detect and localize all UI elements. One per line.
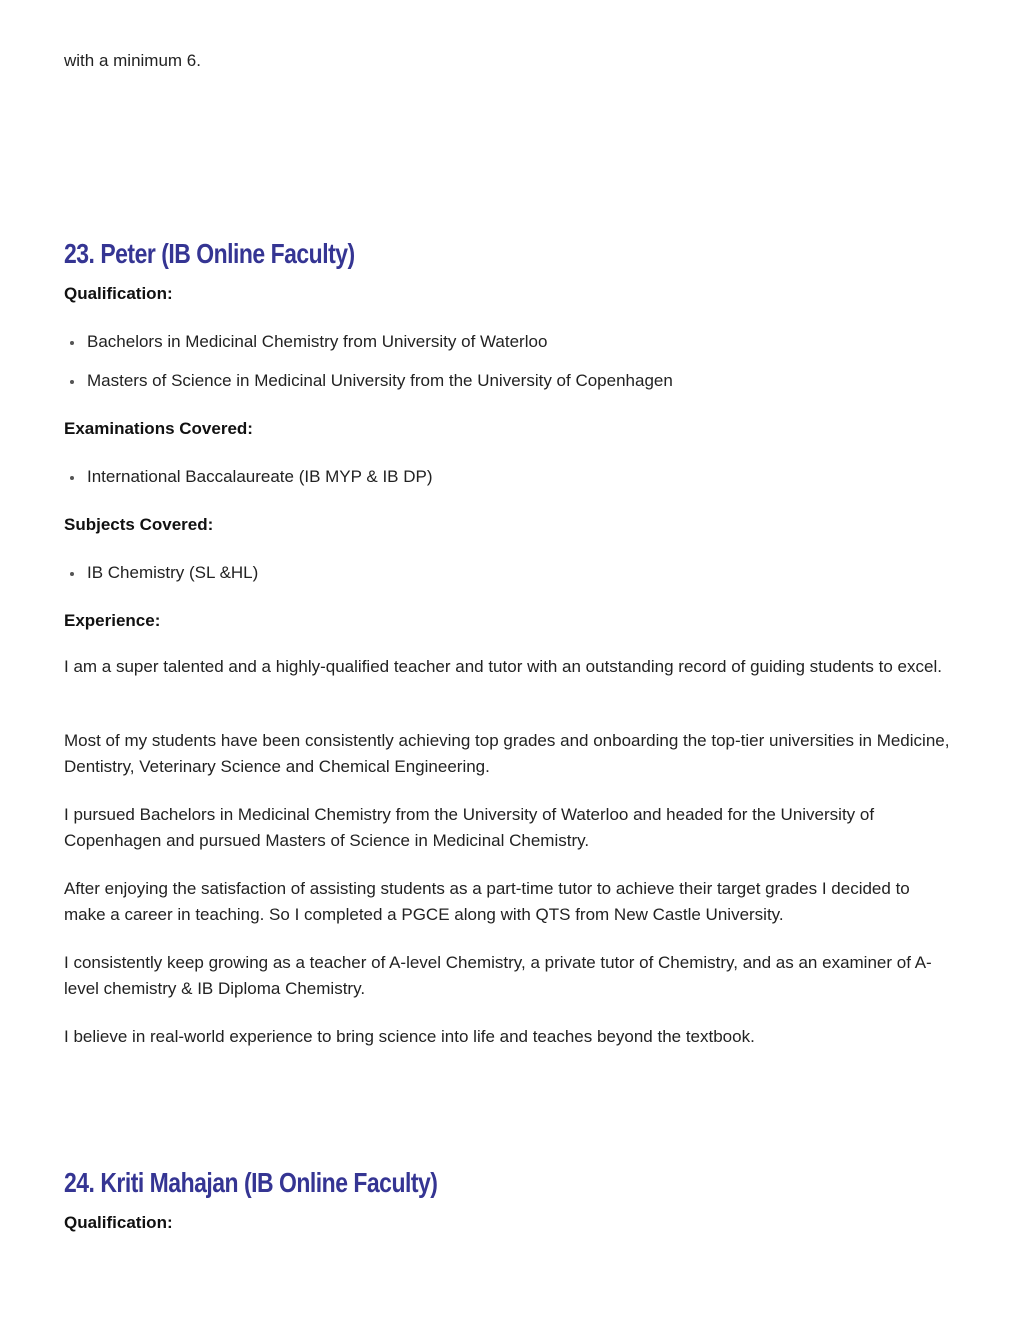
experience-paragraph: After enjoying the satisfaction of assisting students as a part-time tutor to achieve their target grades I decided to make a career in teaching. So I completed a PGCE along with QTS from New Castle University. — [64, 879, 910, 924]
bullet-icon — [70, 380, 74, 384]
list-item — [64, 466, 954, 488]
faculty-23-subjects-label: Subjects Covered: — [64, 515, 214, 534]
list-item — [64, 562, 954, 584]
faculty-23-examinations-label: Examinations Covered: — [64, 419, 253, 438]
faculty-23-qualification-list — [64, 331, 954, 409]
experience-paragraph: I consistently keep growing as a teacher of A-level Chemistry, a private tutor of Chemistry, and as an examiner of A-level chemistry & IB Diploma Chemistry. — [64, 953, 932, 998]
faculty-23-heading: 23. Peter (IB Online Faculty) — [64, 238, 355, 269]
bullet-icon — [70, 341, 74, 345]
bullet-icon — [70, 476, 74, 480]
list-item-text: Masters of Science in Medicinal University from the University of Copenhagen — [87, 371, 673, 390]
list-item-text: IB Chemistry (SL &HL) — [87, 563, 259, 582]
faculty-23-experience-label: Experience: — [64, 611, 161, 630]
list-item — [64, 331, 954, 353]
bullet-icon — [70, 572, 74, 576]
faculty-23-qualification-label: Qualification: — [64, 284, 173, 303]
experience-paragraph: I believe in real-world experience to bring science into life and teaches beyond the textbook. — [64, 1027, 755, 1046]
list-item — [64, 370, 954, 392]
intro-text: with a minimum 6. — [64, 51, 201, 70]
faculty-24-heading: 24. Kriti Mahajan (IB Online Faculty) — [64, 1167, 438, 1198]
faculty-23-subjects-list — [64, 562, 954, 601]
experience-paragraph: I pursued Bachelors in Medicinal Chemistry from the University of Waterloo and headed for the University of Copenhagen and pursued Masters of Science in Medicinal Chemistry. — [64, 805, 875, 850]
faculty-23-examinations-list — [64, 466, 954, 505]
list-item-text: International Baccalaureate (IB MYP & IB DP) — [87, 467, 433, 486]
faculty-24-qualification-label: Qualification: — [64, 1213, 173, 1232]
experience-paragraph: I am a super talented and a highly-qualified teacher and tutor with an outstanding record of guiding students to excel. — [64, 657, 942, 676]
experience-paragraph: Most of my students have been consistently achieving top grades and onboarding the top-tier universities in Medicine, Dentistry, Veterinary Science and Chemical Engineering. — [64, 731, 950, 776]
list-item-text: Bachelors in Medicinal Chemistry from University of Waterloo — [87, 332, 548, 351]
